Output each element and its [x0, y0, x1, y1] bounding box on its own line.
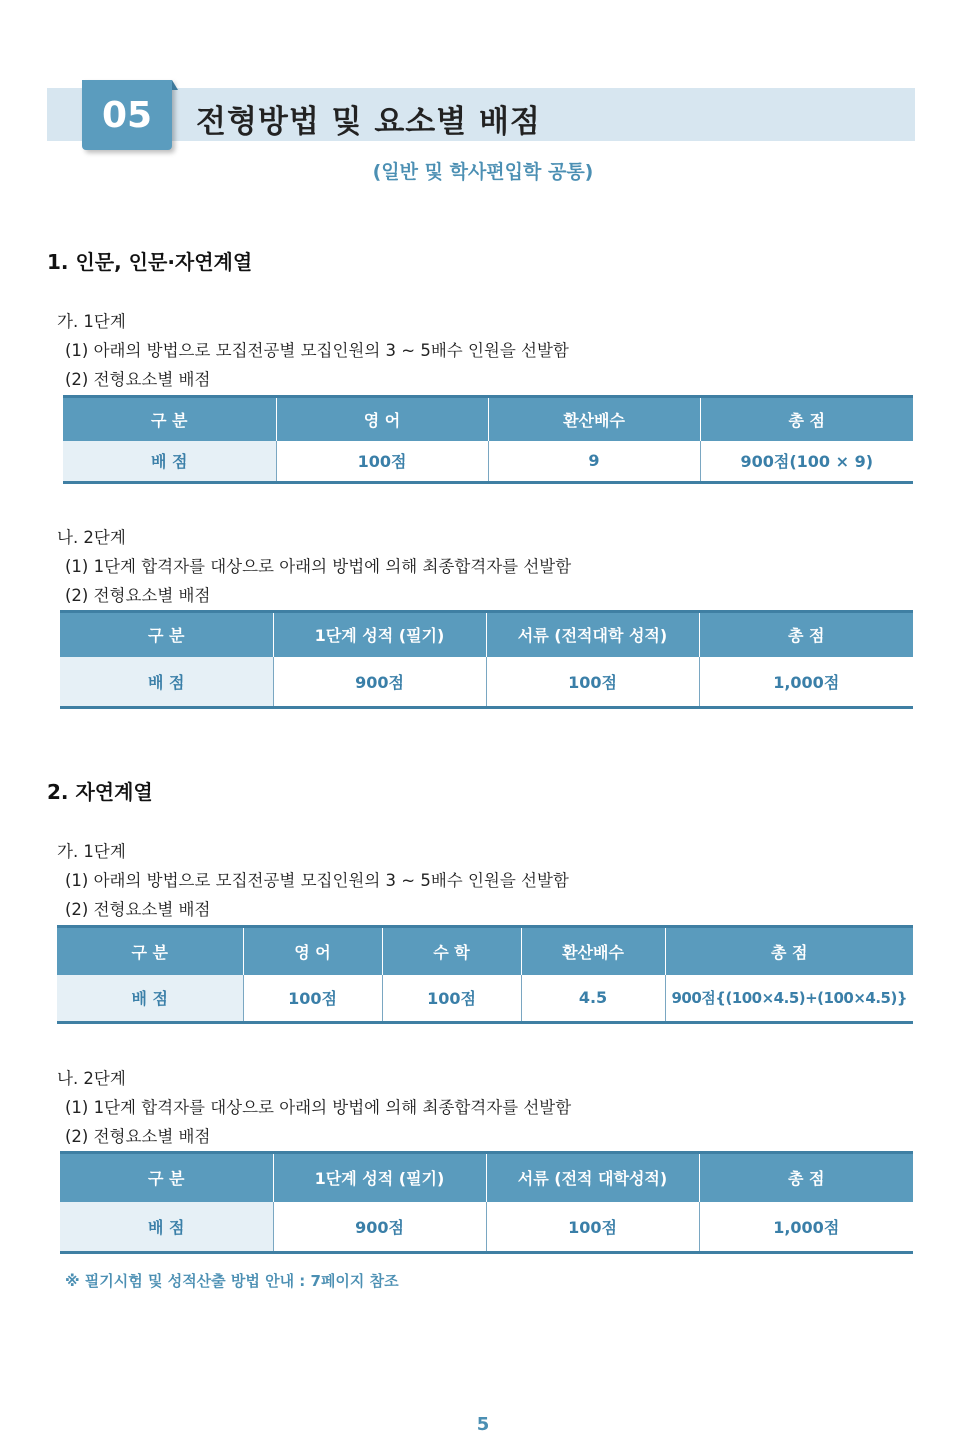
- table-cell: 4.5: [521, 975, 665, 1023]
- table-row: [63, 441, 913, 483]
- table-row-header: 배 점: [60, 657, 273, 708]
- table-row: [57, 975, 913, 1023]
- table-header-cell: 구 분: [60, 1153, 273, 1202]
- s1-stage1-heading: 가. 1단계: [57, 312, 126, 331]
- s2-stage2-heading: 나. 2단계: [57, 1069, 126, 1088]
- s2-stage1-heading: 가. 1단계: [57, 842, 126, 861]
- subtitle-text: (일반 및 학사편입학 공통): [372, 161, 594, 183]
- s2-stage1-line2: (2) 전형요소별 배점: [65, 900, 211, 919]
- table-header-cell: 환산배수: [521, 927, 665, 975]
- s1-stage1-line1: (1) 아래의 방법으로 모집전공별 모집인원의 3 ~ 5배수 인원을 선발함: [65, 341, 569, 360]
- s2-stage1-table: [57, 925, 913, 1024]
- reference-note: ※ 필기시험 및 성적산출 방법 안내 : 7페이지 참조: [65, 1272, 399, 1290]
- table-header-cell: 영 어: [243, 927, 382, 975]
- table-cell: 100점: [243, 975, 382, 1023]
- table-row: [60, 1202, 913, 1253]
- table-cell: 900점{(100×4.5)+(100×4.5)}: [665, 975, 913, 1023]
- table-row-header: 배 점: [63, 441, 276, 483]
- table-cell: 900점: [273, 657, 486, 708]
- table-row: [60, 657, 913, 708]
- table-header-cell: 서류 (전적 대학성적): [486, 1153, 699, 1202]
- table-header-cell: 환산배수: [488, 397, 700, 441]
- table-header-cell: 수 학: [382, 927, 521, 975]
- page-number: 5: [476, 1414, 490, 1435]
- table-cell: 1,000점: [699, 657, 913, 708]
- table-header-cell: 서류 (전적대학 성적): [486, 612, 699, 657]
- page-title: 전형방법 및 요소별 배점: [196, 104, 541, 140]
- table-header-row: [63, 397, 913, 441]
- section-number: 05: [101, 94, 153, 136]
- table-header-cell: 1단계 성적 (필기): [273, 612, 486, 657]
- table-header-cell: 영 어: [276, 397, 488, 441]
- table-header-cell: 총 점: [699, 612, 913, 657]
- section2-title: 2. 자연계열: [47, 780, 153, 804]
- s2-stage1-line1: (1) 아래의 방법으로 모집전공별 모집인원의 3 ~ 5배수 인원을 선발함: [65, 871, 569, 890]
- s2-stage2-line1: (1) 1단계 합격자를 대상으로 아래의 방법에 의해 최종합격자를 선발함: [65, 1098, 572, 1117]
- table-cell: 1,000점: [699, 1202, 913, 1253]
- section-number-badge: [82, 80, 172, 150]
- table-header-cell: 1단계 성적 (필기): [273, 1153, 486, 1202]
- table-header-cell: 구 분: [60, 612, 273, 657]
- s1-stage2-line2: (2) 전형요소별 배점: [65, 586, 211, 605]
- s1-stage1-line2: (2) 전형요소별 배점: [65, 370, 211, 389]
- table-header-cell: 구 분: [63, 397, 276, 441]
- table-header-row: [57, 927, 913, 975]
- table-row-header: 배 점: [57, 975, 243, 1023]
- table-cell: 100점: [486, 657, 699, 708]
- table-cell: 900점: [273, 1202, 486, 1253]
- table-header-row: [60, 612, 913, 657]
- table-header-cell: 총 점: [700, 397, 913, 441]
- s2-stage2-line2: (2) 전형요소별 배점: [65, 1127, 211, 1146]
- s1-stage2-table: [60, 610, 913, 709]
- table-cell: 900점(100 × 9): [700, 441, 913, 483]
- s1-stage1-table: [63, 395, 913, 484]
- table-header-cell: 총 점: [665, 927, 913, 975]
- table-cell: 100점: [486, 1202, 699, 1253]
- s2-stage2-table: [60, 1151, 913, 1254]
- table-cell: 100점: [382, 975, 521, 1023]
- table-cell: 100점: [276, 441, 488, 483]
- table-header-cell: 총 점: [699, 1153, 913, 1202]
- s1-stage2-heading: 나. 2단계: [57, 528, 126, 547]
- section1-title: 1. 인문, 인문·자연계열: [47, 250, 253, 274]
- table-cell: 9: [488, 441, 700, 483]
- page-subtitle: [0, 157, 966, 184]
- s1-stage2-line1: (1) 1단계 합격자를 대상으로 아래의 방법에 의해 최종합격자를 선발함: [65, 557, 572, 576]
- table-header-row: [60, 1153, 913, 1202]
- table-row-header: 배 점: [60, 1202, 273, 1253]
- table-header-cell: 구 분: [57, 927, 243, 975]
